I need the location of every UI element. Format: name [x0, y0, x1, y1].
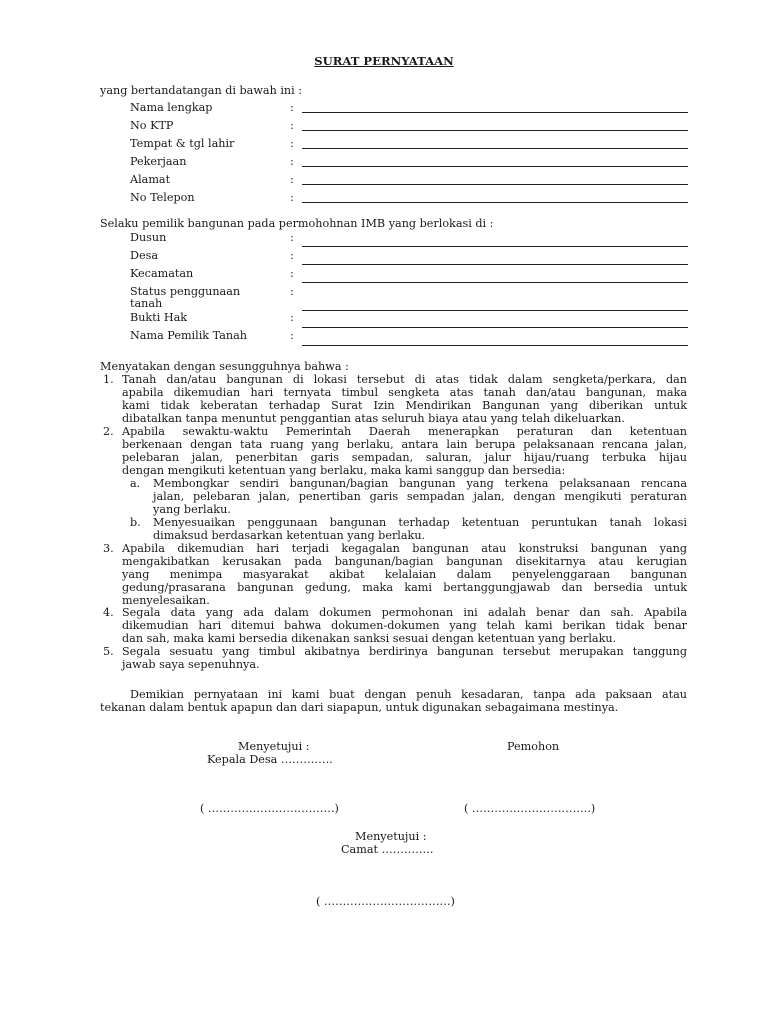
item-number: 3.: [103, 542, 114, 555]
item-2-line: Apabila sewaktu-waktu Pemerintah Daerah menerapkan peraturan dan ketentuan: [122, 425, 687, 438]
item-number: 1.: [103, 373, 114, 386]
item-4-line: dan sah, maka kami bersedia dikenakan sanksi sesuai dengan ketentuan yang berlaku.: [122, 632, 617, 645]
item-5-line: Segala sesuatu yang timbul akibatnya berdirinya bangunan tersebut merupakan tanggung: [122, 645, 687, 658]
item-2b-line: dimaksud berdasarkan ketentuan yang berlaku.: [153, 529, 426, 542]
field-colon: :: [290, 267, 294, 280]
item-2-line: berkenaan dengan tata ruang yang berlaku, antara lain berupa pelaksanaan rencana jalan,: [122, 438, 687, 451]
closing-line: Demikian pernyataan ini kami buat dengan penuh kesadaran, tanpa ada paksaan atau: [130, 688, 687, 701]
applicant-signature: ( …………………………..): [464, 802, 596, 815]
field-colon: :: [290, 329, 294, 342]
field-line-ttl[interactable]: [302, 148, 688, 149]
field-colon: :: [290, 173, 294, 186]
item-3-line: yang menimpa masyarakat akibat kelalaian dalam penyelenggaraan bangunan: [122, 568, 687, 581]
district-head-signature: ( …………………………….): [316, 895, 455, 908]
field-line-nama[interactable]: [302, 112, 688, 113]
item-4-line: dikemudian hari ditemui bahwa dokumen-dokumen yang telah kami berikan tidak benar: [122, 619, 687, 632]
item-1-line: Tanah dan/atau bangunan di lokasi tersebut di atas tidak dalam sengketa/perkara, dan: [122, 373, 687, 386]
field-label-desa: Desa: [130, 249, 159, 262]
field-colon: :: [290, 311, 294, 324]
item-1-line: apabila dikemudian hari ternyata timbul sengketa atas tanah dan/atau bangunan, maka: [122, 386, 687, 399]
field-colon: :: [290, 119, 294, 132]
field-label-telepon: No Telepon: [130, 191, 195, 204]
item-2b-line: Menyesuaikan penggunaan bangunan terhadap ketentuan peruntukan tanah lokasi: [153, 516, 687, 529]
field-colon: :: [290, 231, 294, 244]
field-label-status-penggunaan: Status penggunaan: [130, 285, 241, 298]
field-label-ktp: No KTP: [130, 119, 174, 132]
field-line-pemilik-tanah[interactable]: [302, 345, 688, 346]
field-line-desa[interactable]: [302, 264, 688, 265]
district-head-label: Camat …………..: [341, 843, 434, 856]
item-3-line: menyelesaikan.: [122, 594, 210, 607]
document-title: SURAT PERNYATAAN: [314, 54, 454, 68]
village-head-signature: ( …………………………….): [200, 802, 339, 815]
field-line-telepon[interactable]: [302, 202, 688, 203]
field-line-ktp[interactable]: [302, 130, 688, 131]
item-2-line: dengan mengikuti ketentuan yang berlaku, maka kami sanggup dan bersedia:: [122, 464, 566, 477]
item-3-line: Apabila dikemudian hari terjadi kegagalan bangunan atau konstruksi bangunan yang: [122, 542, 687, 555]
field-colon: :: [290, 155, 294, 168]
village-head-label: Kepala Desa …………..: [207, 753, 333, 766]
field-line-kecamatan[interactable]: [302, 282, 688, 283]
field-label-pemilik-tanah: Nama Pemilik Tanah: [130, 329, 247, 342]
field-colon: :: [290, 101, 294, 114]
intro-text: yang bertandatangan di bawah ini :: [100, 84, 303, 97]
item-number: 4.: [103, 606, 114, 619]
item-2a-line: yang berlaku.: [153, 503, 231, 516]
item-1-line: dibatalkan tanpa menuntut penggantian atas seluruh biaya atau yang telah dikeluarkan.: [122, 412, 625, 425]
sub-item-mark: b.: [130, 516, 141, 529]
item-number: 5.: [103, 645, 114, 658]
field-colon: :: [290, 249, 294, 262]
item-3-line: mengakibatkan kerusakan pada bangunan/bagian bangunan disekitarnya atau kerugian: [122, 555, 687, 568]
item-2-line: pelebaran jalan, penerbitan garis sempadan, saluran, jalur hijau/ruang terbuka hijau: [122, 451, 687, 464]
field-label-ttl: Tempat & tgl lahir: [130, 137, 235, 150]
district-approval-label: Menyetujui :: [355, 830, 427, 843]
field-label-status-tanah: tanah: [130, 297, 163, 310]
field-label-nama: Nama lengkap: [130, 101, 213, 114]
field-label-alamat: Alamat: [130, 173, 171, 186]
item-2a-line: Membongkar sendiri bangunan/bagian bangunan yang terkena pelaksanaan rencana: [153, 477, 687, 490]
item-number: 2.: [103, 425, 114, 438]
item-2a-line: jalan, pelebaran jalan, penertiban garis sempadan jalan, dengan mengikuti peraturan: [153, 490, 687, 503]
field-line-dusun[interactable]: [302, 246, 688, 247]
field-line-pekerjaan[interactable]: [302, 166, 688, 167]
item-3-line: gedung/prasarana bangunan gedung, maka kami bertanggungjawab dan bersedia untuk: [122, 581, 687, 594]
closing-line: tekanan dalam bentuk apapun dan dari siapapun, untuk digunakan sebagaimana mestinya.: [100, 701, 619, 714]
field-line-status[interactable]: [302, 310, 688, 311]
field-colon: :: [290, 137, 294, 150]
field-label-kecamatan: Kecamatan: [130, 267, 194, 280]
field-line-alamat[interactable]: [302, 184, 688, 185]
field-label-pekerjaan: Pekerjaan: [130, 155, 187, 168]
field-colon: :: [290, 285, 294, 298]
item-4-line: Segala data yang ada dalam dokumen permohonan ini adalah benar dan sah. Apabila: [122, 606, 687, 619]
village-approval-label: Menyetujui :: [238, 740, 310, 753]
field-label-bukti-hak: Bukti Hak: [130, 311, 188, 324]
item-5-line: jawab saya sepenuhnya.: [122, 658, 260, 671]
applicant-label: Pemohon: [507, 740, 560, 753]
location-intro: Selaku pemilik bangunan pada permohohnan IMB yang berlokasi di :: [100, 217, 494, 230]
field-line-bukti-hak[interactable]: [302, 327, 688, 328]
item-1-line: kami tidak keberatan terhadap Surat Izin Mendirikan Bangunan yang diberikan untuk: [122, 399, 687, 412]
field-colon: :: [290, 191, 294, 204]
field-label-dusun: Dusun: [130, 231, 167, 244]
sub-item-mark: a.: [130, 477, 141, 490]
statement-intro: Menyatakan dengan sesungguhnya bahwa :: [100, 360, 349, 373]
